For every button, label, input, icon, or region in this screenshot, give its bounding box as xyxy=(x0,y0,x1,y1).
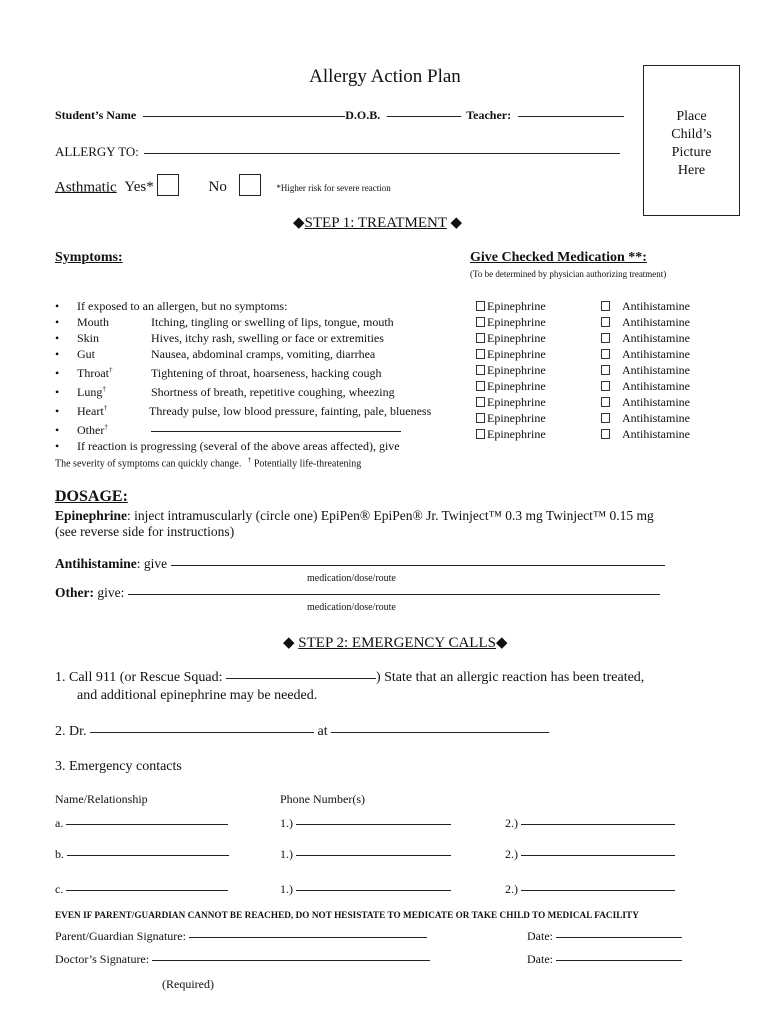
asthmatic-yes-checkbox[interactable] xyxy=(157,174,179,196)
rescue-squad-field[interactable] xyxy=(226,678,376,679)
other-dosage-row: Other: give: xyxy=(55,585,660,601)
contact-phone2: 2.) xyxy=(505,847,675,862)
route-caption: medication/dose/route xyxy=(307,573,396,584)
call-911-note: and additional epinephrine may be needed. xyxy=(77,688,318,703)
doctor-signature-row: Doctor’s Signature: xyxy=(55,952,430,967)
contact-name-field[interactable] xyxy=(66,824,228,825)
contact-row: a. xyxy=(55,816,228,831)
teacher-label: Teacher: xyxy=(466,108,512,122)
antihistamine-option[interactable]: Antihistamine xyxy=(601,362,690,378)
epinephrine-option[interactable]: Epinephrine xyxy=(476,410,546,426)
antihistamine-option[interactable]: Antihistamine xyxy=(601,346,690,362)
required-note: (Required) xyxy=(162,977,214,991)
teacher-field[interactable] xyxy=(518,116,624,117)
epinephrine-option[interactable]: Epinephrine xyxy=(476,378,546,394)
phone1-field[interactable] xyxy=(296,824,451,825)
photo-box-line: Here xyxy=(677,163,706,178)
checkbox-icon[interactable] xyxy=(601,397,610,407)
call-911-row: 1. Call 911 (or Rescue Squad: ) State that an allergic reaction has been treated, xyxy=(55,670,645,685)
epinephrine-option[interactable]: Epinephrine xyxy=(476,394,546,410)
asthmatic-no-checkbox[interactable] xyxy=(239,174,261,196)
list-item: • If exposed to an allergen, but no symptoms: xyxy=(55,299,288,313)
severity-note: The severity of symptoms can quickly change. † Potentially life-threatening xyxy=(55,456,362,470)
epinephrine-option[interactable]: Epinephrine xyxy=(476,346,546,362)
allergy-to-field[interactable] xyxy=(144,153,620,154)
checkbox-icon[interactable] xyxy=(601,317,610,327)
dob-field[interactable] xyxy=(387,116,461,117)
photo-box-line: Picture xyxy=(671,145,712,160)
checkbox-icon[interactable] xyxy=(601,333,610,343)
diamond-icon: ◆ xyxy=(450,215,463,231)
medication-heading: Give Checked Medication **: xyxy=(470,250,647,265)
emergency-contacts-heading: 3. Emergency contacts xyxy=(55,759,182,774)
diamond-icon: ◆ xyxy=(283,635,295,651)
epinephrine-dosage-row: Epinephrine: inject intramuscularly (circle one) EpiPen® EpiPen® Jr. Twinject™ 0.3 mg Twinject™ 0.15 mg xyxy=(55,508,654,523)
checkbox-icon[interactable] xyxy=(476,333,485,343)
contact-phone1: 1.) xyxy=(280,882,451,897)
dob-label: D.O.B. xyxy=(345,108,381,122)
epinephrine-dosage-note: (see reverse side for instructions) xyxy=(55,524,235,539)
checkbox-icon[interactable] xyxy=(601,301,610,311)
parent-signature-field[interactable] xyxy=(189,937,427,938)
antihistamine-option[interactable]: Antihistamine xyxy=(601,426,690,442)
parent-date-field[interactable] xyxy=(556,937,682,938)
warning-text: EVEN IF PARENT/GUARDIAN CANNOT BE REACHED, DO NOT HESISTATE TO MEDICATE OR TAKE CHILD TO MEDICAL FACILITY xyxy=(55,910,639,920)
doctor-name-field[interactable] xyxy=(90,732,314,733)
checkbox-icon[interactable] xyxy=(601,349,610,359)
parent-date-row: Date: xyxy=(527,929,682,944)
epinephrine-option[interactable]: Epinephrine xyxy=(476,314,546,330)
checkbox-icon[interactable] xyxy=(476,413,485,423)
other-dose-field[interactable] xyxy=(128,594,660,595)
list-item: • Gut Nausea, abdominal cramps, vomiting, diarrhea xyxy=(55,347,376,361)
checkbox-icon[interactable] xyxy=(476,397,485,407)
antihistamine-option[interactable]: Antihistamine xyxy=(601,378,690,394)
epinephrine-option[interactable]: Epinephrine xyxy=(476,362,546,378)
contact-phone1: 1.) xyxy=(280,816,451,831)
contact-name-field[interactable] xyxy=(66,890,228,891)
antihistamine-option[interactable]: Antihistamine xyxy=(601,394,690,410)
step2-heading-text: STEP 2: EMERGENCY CALLS xyxy=(298,635,496,651)
symptoms-heading: Symptoms: xyxy=(55,250,123,265)
dosage-heading: DOSAGE: xyxy=(55,488,128,505)
diamond-icon: ◆ xyxy=(495,635,508,651)
doctor-row: 2. Dr. at xyxy=(55,724,549,740)
contact-phone2: 2.) xyxy=(505,816,675,831)
step1-heading-text: STEP 1: TREATMENT xyxy=(304,215,447,231)
antihistamine-option[interactable]: Antihistamine xyxy=(601,314,690,330)
student-name-label: Student’s Name xyxy=(55,108,137,122)
doctor-date-field[interactable] xyxy=(556,960,682,961)
antihistamine-option[interactable]: Antihistamine xyxy=(601,298,690,314)
list-item: • Lung† Shortness of breath, repetitive coughing, wheezing xyxy=(55,385,395,399)
phone2-field[interactable] xyxy=(521,890,675,891)
list-item: • Skin Hives, itchy rash, swelling or face or extremities xyxy=(55,331,384,345)
epinephrine-option[interactable]: Epinephrine xyxy=(476,298,546,314)
antihistamine-dosage-row: Antihistamine: give xyxy=(55,556,665,572)
list-item: • If reaction is progressing (several of the above areas affected), give xyxy=(55,439,400,453)
doctor-signature-field[interactable] xyxy=(152,960,430,961)
phone2-field[interactable] xyxy=(521,824,675,825)
name-relationship-label: Name/Relationship xyxy=(55,792,148,806)
antihistamine-option[interactable]: Antihistamine xyxy=(601,330,690,346)
checkbox-icon[interactable] xyxy=(476,381,485,391)
symptoms-list xyxy=(55,298,431,454)
contact-phone1: 1.) xyxy=(280,847,451,862)
list-item: • Mouth Itching, tingling or swelling of lips, tongue, mouth xyxy=(55,315,394,329)
parent-signature-row: Parent/Guardian Signature: xyxy=(55,929,427,944)
step2-heading xyxy=(283,633,508,652)
student-info-row xyxy=(55,108,624,123)
checkbox-icon[interactable] xyxy=(476,317,485,327)
other-symptom-field[interactable] xyxy=(151,431,401,432)
phone-numbers-label: Phone Number(s) xyxy=(280,792,365,806)
diamond-icon: ◆ xyxy=(293,215,305,231)
epinephrine-option[interactable]: Epinephrine xyxy=(476,426,546,442)
checkbox-icon[interactable] xyxy=(601,429,610,439)
contact-phone2: 2.) xyxy=(505,882,675,897)
route-caption: medication/dose/route xyxy=(307,602,396,613)
step1-heading xyxy=(293,213,462,232)
medication-note: (To be determined by physician authorizing treatment) xyxy=(470,269,667,279)
contact-name-field[interactable] xyxy=(67,855,229,856)
epinephrine-column xyxy=(476,298,546,442)
list-item: • Throat† Tightening of throat, hoarseness, hacking cough xyxy=(55,366,382,380)
allergy-to-label: ALLERGY TO: xyxy=(55,144,139,159)
list-item: • Heart† Thready pulse, low blood pressure, fainting, pale, blueness xyxy=(55,404,432,418)
list-item: • Other† xyxy=(55,419,431,438)
asthmatic-label: Asthmatic xyxy=(55,179,117,196)
antihistamine-column xyxy=(601,298,690,442)
asthmatic-yes-label: Yes* xyxy=(124,179,154,196)
checkbox-icon[interactable] xyxy=(476,365,485,375)
child-picture-box[interactable] xyxy=(643,65,740,216)
page-title: Allergy Action Plan xyxy=(309,66,461,87)
allergy-to-row xyxy=(55,144,620,160)
checkbox-icon[interactable] xyxy=(476,429,485,439)
doctor-phone-field[interactable] xyxy=(331,732,549,733)
checkbox-icon[interactable] xyxy=(601,413,610,423)
phone1-field[interactable] xyxy=(296,855,451,856)
checkbox-icon[interactable] xyxy=(601,365,610,375)
antihistamine-option[interactable]: Antihistamine xyxy=(601,410,690,426)
asthmatic-row xyxy=(55,177,391,199)
asthmatic-note: *Higher risk for severe reaction xyxy=(276,183,391,194)
phone2-field[interactable] xyxy=(521,855,675,856)
antihistamine-dose-field[interactable] xyxy=(171,565,665,566)
contact-row: b. xyxy=(55,847,229,862)
checkbox-icon[interactable] xyxy=(601,381,610,391)
phone1-field[interactable] xyxy=(296,890,451,891)
doctor-date-row: Date: xyxy=(527,952,682,967)
checkbox-icon[interactable] xyxy=(476,301,485,311)
epinephrine-option[interactable]: Epinephrine xyxy=(476,330,546,346)
asthmatic-no-label: No xyxy=(208,179,227,196)
contact-row: c. xyxy=(55,882,228,897)
photo-box-line: Place xyxy=(676,109,707,124)
photo-box-line: Child’s xyxy=(671,127,712,142)
student-name-field[interactable] xyxy=(143,116,345,117)
checkbox-icon[interactable] xyxy=(476,349,485,359)
